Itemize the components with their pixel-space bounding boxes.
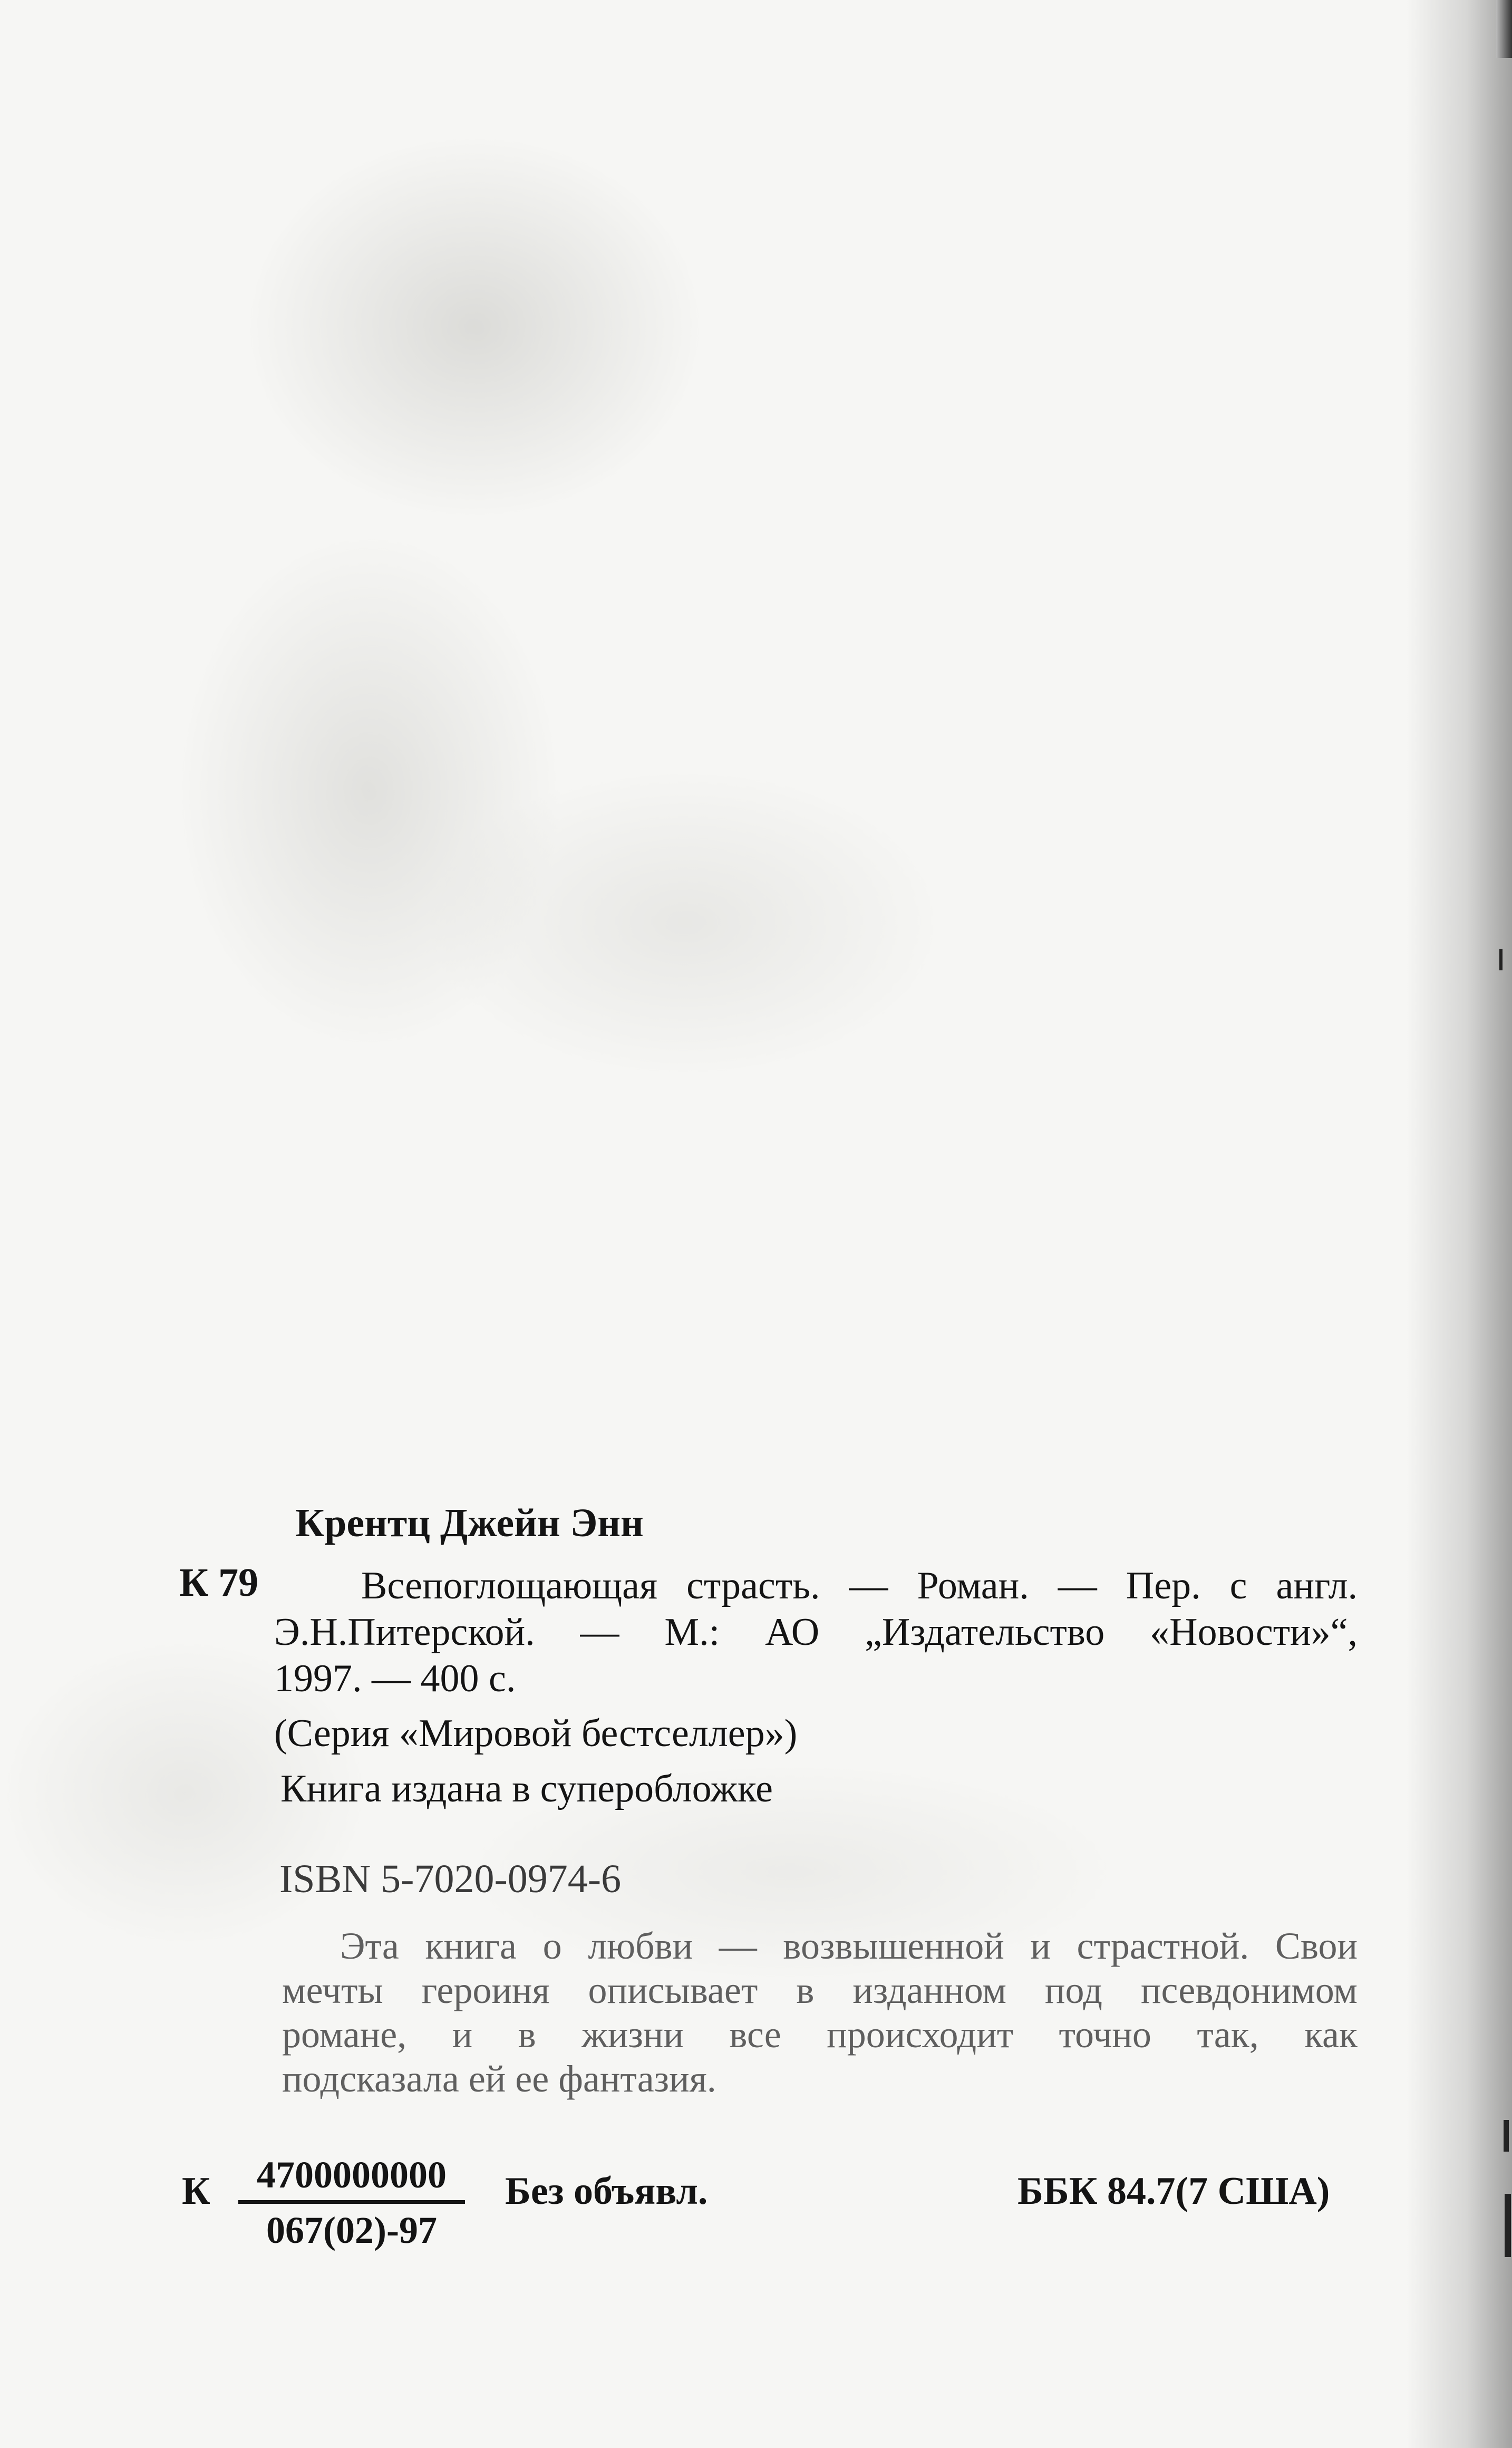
bbk-code: ББК 84.7(7 США)	[1017, 2170, 1330, 2213]
annotation-line-4: подсказала ей ее фантазия.	[282, 2058, 716, 2100]
catalog-code: К 79	[179, 1560, 259, 1605]
edge-mark-low2	[1505, 2194, 1511, 2257]
description-line-2: Э.Н.Питерской. — М.: АО „Издательство «Новости»“,	[274, 1611, 1358, 1654]
fraction-bar	[238, 2200, 465, 2204]
annotation-paragraph	[282, 1924, 1358, 2101]
imprint-k-letter: К	[182, 2170, 210, 2213]
bibliographic-description	[274, 1563, 1358, 1702]
fraction-denominator: 067(02)-97	[266, 2209, 437, 2251]
description-line-3: 1997. — 400 с.	[274, 1657, 516, 1700]
edge-mark-low1	[1504, 2120, 1509, 2152]
no-advertisement-note: Без объявл.	[505, 2170, 708, 2213]
binding-note: Книга издана в суперобложке	[280, 1767, 773, 1810]
edge-mark-top	[1496, 0, 1512, 58]
annotation-line-1: Эта книга о любви — возвышенной и страстной. Свои	[340, 1925, 1358, 1967]
isbn: ISBN 5-7020-0974-6	[279, 1857, 622, 1901]
annotation-line-3: романе, и в жизни все происходит точно так, как	[282, 2013, 1358, 2056]
annotation-line-2: мечты героиня описывает в изданном под псевдонимом	[282, 1969, 1358, 2011]
series-note: (Серия «Мировой бестселлер»)	[274, 1712, 798, 1755]
imprint-fraction	[238, 2156, 465, 2249]
edge-mark-mid	[1499, 949, 1503, 970]
description-line-1: Всепоглощающая страсть. — Роман. — Пер. с англ.	[361, 1564, 1358, 1607]
fraction-numerator: 4700000000	[257, 2154, 447, 2196]
author-name: Крентц Джейн Энн	[295, 1501, 644, 1545]
